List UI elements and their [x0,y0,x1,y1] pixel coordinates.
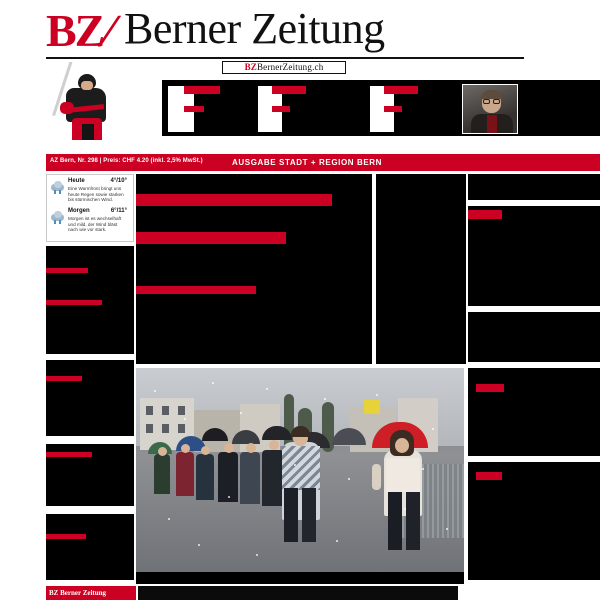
photo-person-head [181,444,190,453]
rain-cloud-icon [51,211,65,223]
photo-jacket-pattern [282,446,320,490]
top-banner-redaction [162,74,600,142]
photo-bag [372,464,381,490]
masthead-rule [46,57,524,59]
edition-ribbon [46,154,600,171]
photo-hair [291,426,310,437]
photo-person [262,450,284,506]
redaction-red-bar [476,472,502,480]
redaction-red-bar [46,376,82,381]
photo-banner-sign [364,400,380,414]
photo-legs [284,488,298,542]
redaction-gap [162,136,600,142]
left-column-redaction [46,514,134,580]
weather-tomorrow [51,208,129,236]
redaction-red-bar [384,106,402,112]
redaction-gap [384,94,394,132]
web-address-text: BernerZeitung.ch [256,62,324,72]
redaction-gap [162,74,600,80]
player-glove [60,102,74,114]
redaction-red-bar [184,86,220,94]
photo-person-head [269,440,279,450]
redaction-red-bar [46,268,88,273]
photo-person-head [246,443,256,453]
redaction-gap [372,174,376,364]
redaction-red-bar [136,194,332,206]
redaction-gap [258,86,272,132]
page-title: Berner Zeitung [124,4,385,53]
photo-person [154,454,170,494]
portrait-photo [462,84,518,134]
photo-legs [388,492,402,550]
redaction-gap [184,94,194,132]
bz-logo [46,5,123,56]
hockey-player-photo [52,62,114,140]
bz-logo-slash: / [95,5,123,56]
player-leg-shadow [82,124,94,140]
redaction-gap [168,86,184,132]
redaction-red-bar [272,86,306,94]
footer-logo-text: BZ Berner Zeitung [49,589,107,597]
redaction-red-bar [384,86,418,94]
photo-coat [386,458,420,492]
photo-person [218,452,238,502]
weather-today [51,178,129,206]
left-column-redaction [46,360,134,436]
photo-caption-redaction [136,572,464,584]
weather-today-label: Heute [68,178,85,184]
redaction-red-bar [476,384,504,392]
weather-tomorrow-label: Morgen [68,208,90,214]
edition-label: AUSGABE STADT + REGION BERN [232,158,383,167]
redaction-red-bar [136,232,286,244]
web-address-prefix: BZ [244,62,257,72]
redaction-red-bar [468,210,502,219]
right-column-redaction [468,174,600,200]
photo-person [240,452,260,504]
redaction-red-bar [46,300,102,305]
portrait-glasses-left [483,99,490,104]
photo-person [196,454,214,500]
redaction-gap [370,86,384,132]
footer-redaction [138,586,458,600]
redaction-gap [272,94,282,132]
right-column-redaction [468,206,600,306]
portrait-shirt [487,115,497,134]
photo-legs [302,488,316,542]
weather-box [46,174,134,242]
redaction-red-bar [184,106,204,112]
portrait-glasses-right [493,99,500,104]
web-address[interactable] [222,61,346,74]
photo-person-head [224,443,234,453]
photo-legs [406,492,420,550]
player-face [81,81,93,90]
redaction-red-bar [272,106,290,112]
redaction-red-bar [46,534,86,539]
weather-today-temp: 4°/10° [110,178,127,184]
portrait-hair [481,90,502,99]
rain-cloud-icon [51,181,65,193]
photo-face [395,438,409,453]
weather-today-text: Eine Warmfront bringt uns heute Regen sowie starken bis stürmischen Wind. [68,186,124,203]
issue-info: AZ Bern, Nr. 298 | Preis: CHF 4.20 (inkl. 2,5% MwSt.) [50,158,203,164]
redaction-red-bar [46,452,92,457]
photo-person [176,452,194,496]
lead-story-redaction [136,174,466,364]
photo-person-head [201,446,210,455]
right-column-redaction [468,368,600,456]
weather-tomorrow-text: Morgen ist es wechselhaft und mild, der Wind bläst nach wie vor stark. [68,216,122,233]
photo-person-head [158,447,167,456]
weather-tomorrow-temp: 6°/11° [110,208,127,214]
redaction-red-bar [136,286,256,294]
footer-logo-bar [46,586,136,600]
masthead [0,0,600,72]
lead-photo [136,368,464,572]
right-column-redaction [468,312,600,362]
bz-logo-text: BZ [46,5,104,56]
